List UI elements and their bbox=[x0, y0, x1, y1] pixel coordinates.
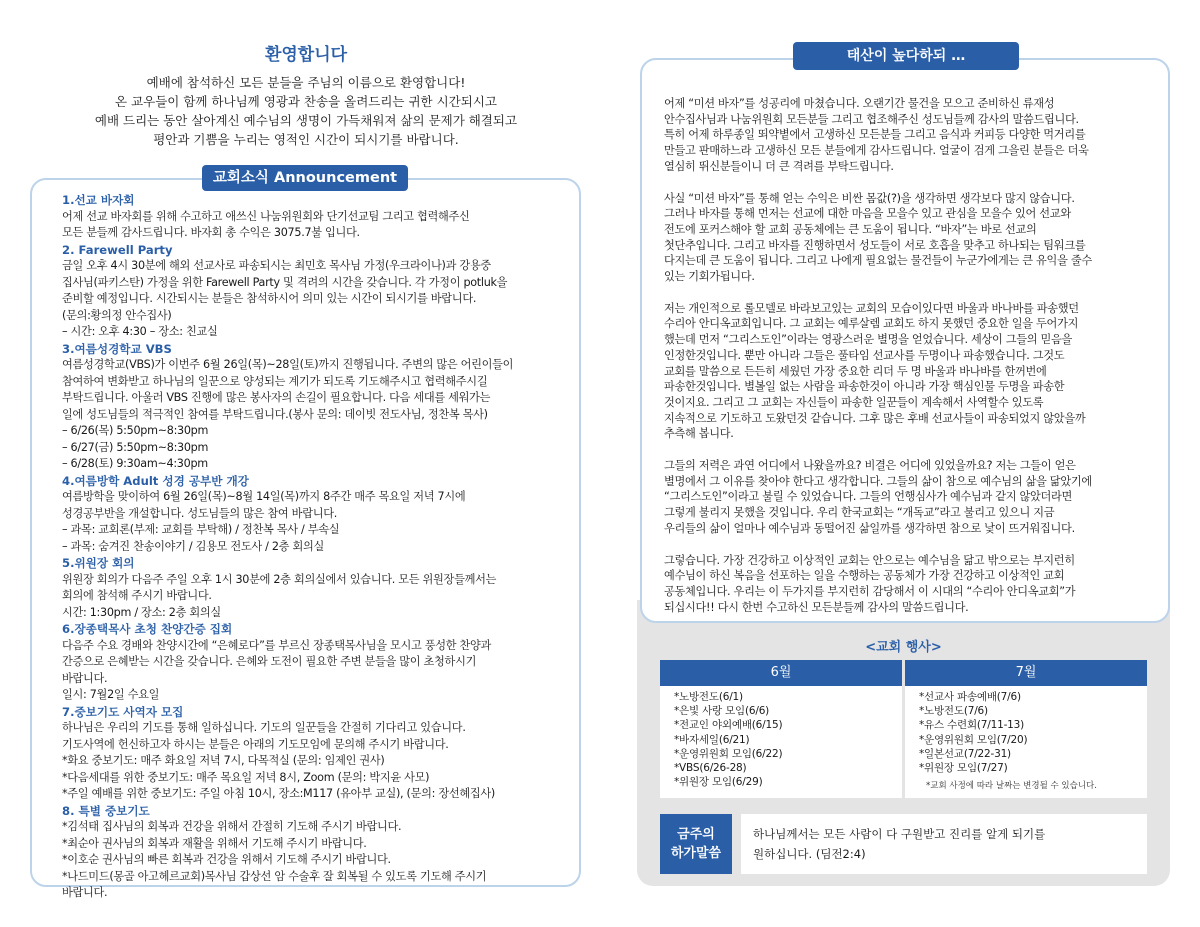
event-item: *은빛 사랑 모임(6/6) bbox=[674, 705, 770, 718]
month-header-july: 7월 bbox=[905, 660, 1147, 686]
announcement-text: *주일 예배를 위한 중보기도: 주일 아침 10시, 장소:M117 (유아부 교실), (문의: 장선혜집사) bbox=[62, 787, 495, 800]
article-line: 추측해 봅니다. bbox=[664, 427, 734, 441]
announcement-heading: 5.위원장 회의 bbox=[62, 556, 135, 570]
article-line: 지속적으로 기도하고 도왔던것 같습니다. 그후 많은 후배 선교사들이 파송되었지 않았을까 bbox=[664, 411, 1086, 425]
event-item: *바자세일(6/21) bbox=[674, 733, 750, 746]
events-note: *교회 사정에 따라 날짜는 변경될 수 있습니다. bbox=[926, 781, 1097, 791]
july-event-list bbox=[905, 686, 1147, 775]
article-paragraph bbox=[664, 553, 1148, 616]
announcement-text: 부탁드립니다. 아울러 VBS 진행에 많은 봉사자의 손길이 필요합니다. 다음 세대를 세워가는 bbox=[62, 391, 491, 404]
article-paragraph bbox=[664, 96, 1148, 175]
announcement-heading: 8. 특별 중보기도 bbox=[62, 803, 150, 818]
announcement-text: 회의에 참석해 주시기 바랍니다. bbox=[62, 589, 212, 602]
announcement-heading: 3.여름성경학교 VBS bbox=[62, 341, 172, 356]
announcement-text: – 6/26(목) 5:50pm~8:30pm bbox=[62, 424, 209, 437]
announcement-text: 여름방학을 맞이하여 6월 26일(목)~8월 14일(목)까지 8주간 매주 목요일 저녁 7시에 bbox=[62, 490, 466, 503]
article-line: “그리스도인”이라고 불릴 수 있었습니다. 그들의 언행심사가 예수님과 같지 않았더라면 bbox=[664, 490, 1073, 504]
article-line: 그들의 저력은 과연 어디에서 나왔을까요? 비결은 어디에 있었을까요? 저는 그들이 얻은 bbox=[664, 459, 1076, 473]
article-line: 다지는데 큰 도움이 됩니다. 그리고 나에게 필요없는 물건들이 누군가에게는 큰 유익을 줄수 bbox=[664, 254, 1092, 268]
announcement-text: 모든 분들께 감사드립니다. 바자회 총 수익은 3075.7불 입니다. bbox=[62, 226, 360, 239]
announcement-text: 시간: 1:30pm / 장소: 2층 회의실 bbox=[62, 605, 221, 619]
announcement-text: *다음세대를 위한 중보기도: 매주 목요일 저녁 8시, Zoom (문의: 박지윤 사모) bbox=[62, 770, 430, 784]
verse-label-line: 하가말씀 bbox=[670, 846, 722, 861]
verse-label-line: 금주의 bbox=[677, 827, 715, 842]
article-line: 그렇습니다. 가장 건강하고 이상적인 교회는 안으로는 예수님을 닮고 밖으로는 부지런히 bbox=[664, 553, 1075, 567]
month-header-june: 6월 bbox=[660, 660, 902, 686]
article-line: 그렇게 불리지 못했을 것입니다. 우리 한국교회는 “개독교”라고 불리고 있으니 지금 bbox=[664, 506, 1055, 520]
event-item: *유스 수련회(7/11-13) bbox=[919, 719, 1025, 732]
announcements-title: 교회소식 Announcement bbox=[202, 165, 408, 191]
announcement-text: (문의:황의정 안수집사) bbox=[62, 308, 172, 322]
announcement-text: – 과목: 숨겨진 찬송이야기 / 김용모 전도사 / 2층 회의실 bbox=[62, 539, 324, 553]
event-item: *VBS(6/26-28) bbox=[674, 762, 747, 775]
announcement-text: – 과목: 교회론(부제: 교회를 부탁해) / 정찬복 목사 / 부속실 bbox=[62, 523, 340, 536]
announcement-text: *최순아 권사님의 회복과 재활을 위해서 기도해 주시기 바랍니다. bbox=[62, 836, 367, 850]
welcome-line: 예배 드리는 동안 살아계신 예수님의 생명이 가득채워져 삶의 문제가 해결되고 bbox=[94, 113, 518, 128]
announcement-text: 다음주 수요 경배와 찬양시간에 “은혜로다”를 부르신 장종택목사님을 모시고 풍성한 찬양과 bbox=[62, 638, 492, 652]
article-line: 있는 기회가됩니다. bbox=[664, 270, 755, 284]
article-line: 열심히 뛰신분들이니 더 큰 격려를 부탁드립니다. bbox=[664, 159, 894, 173]
announcement-text: – 시간: 오후 4:30 – 장소: 친교실 bbox=[62, 325, 218, 338]
announcement-text: 일에 성도님들의 적극적인 참여를 부탁드립니다.(봉사 문의: 데이빗 전도사님, 정찬복 목사) bbox=[62, 407, 488, 421]
events-title: <교회 행사> bbox=[865, 640, 942, 655]
announcement-heading: 2. Farewell Party bbox=[62, 242, 173, 257]
event-item: *노방전도(7/6) bbox=[919, 705, 988, 718]
welcome-line: 평안과 기쁨을 누리는 영적인 시간이 되시기를 바랍니다. bbox=[153, 132, 459, 147]
article-line: 공동체입니다. 우리는 이 두가지를 부지런히 감당해서 이 시대의 “수리아 안디옥교회”가 bbox=[664, 584, 1076, 598]
article-line: 저는 개인적으로 롤모델로 바라보고있는 교회의 모습이있다면 바울과 바나바를 파송했던 bbox=[664, 301, 1079, 315]
article-line: 했는데 먼저 “그리스도인”이라는 영광스러운 별명을 얻었습니다. 세상이 그들의 믿음을 bbox=[664, 333, 1073, 347]
announcements-box bbox=[30, 178, 581, 899]
weekly-verse-label bbox=[660, 814, 732, 874]
announcement-text: *이호순 권사님의 빠른 회복과 건강을 위해서 기도해 주시기 바랍니다. bbox=[62, 853, 391, 866]
event-item: *운영위원회 모임(6/22) bbox=[674, 747, 783, 760]
announcement-heading: 1.선교 바자회 bbox=[62, 193, 135, 207]
article-title: 태산이 높다하되 … bbox=[793, 42, 1019, 70]
article-line: 것이지요. 그리고 그 교회는 자신들이 파송한 일꾼들이 계속해서 사역할수 있도록 bbox=[664, 395, 1044, 409]
article-line: 만들고 판매하느라 고생하신 모든 분들에게 감사드립니다. 얼굴이 검게 그을린 분들은 더욱 bbox=[664, 144, 1089, 158]
article-line: 우리들의 삶이 얼마나 예수님과 동떨어진 삶일까를 생각하면 참으로 낯이 뜨거워집니다. bbox=[664, 521, 1075, 535]
article-line: 안수집사님과 나눔위원회 모든분들 그리고 협조해주신 성도님들께 감사의 말씀드립니다. bbox=[664, 112, 1079, 126]
announcement-text: 어제 선교 바자회를 위해 수고하고 애쓰신 나눔위원회와 단기선교팀 그리고 협력해주신 bbox=[62, 209, 470, 223]
announcement-text: 참여하여 변화받고 하나님의 일꾼으로 양성되는 계기가 되도록 기도해주시고 협력해주시길 bbox=[62, 374, 488, 388]
announcement-text: *김석태 집사님의 회복과 건강을 위해서 간절히 기도해 주시기 바랍니다. bbox=[62, 820, 402, 833]
article-line: 어제 “미션 바자”를 성공리에 마쳤습니다. 오랜기간 물건을 모으고 준비하신 류재성 bbox=[664, 97, 1055, 110]
welcome-section bbox=[28, 40, 584, 149]
event-item: *일본선교(7/22-31) bbox=[919, 747, 1011, 760]
event-item: *노방전도(6/1) bbox=[674, 691, 743, 703]
announcement-text: 준비할 예정입니다. 시간되시는 분들은 참석하시어 의미 있는 시간이 되시기를 바랍니다. bbox=[62, 292, 477, 305]
announcement-heading: 4.여름방학 Adult 성경 공부반 개강 bbox=[62, 473, 249, 488]
event-item: *위원장 모임(6/29) bbox=[674, 776, 763, 789]
article-line: 수리아 안디옥교회입니다. 그 교회는 예루살렘 교회도 하지 못했던 중요한 일을 두어가지 bbox=[664, 317, 1079, 331]
announcement-text: 하나님은 우리의 기도를 통해 일하십니다. 기도의 일꾼들을 간절히 기다리고 있습니다. bbox=[62, 721, 466, 734]
events-july bbox=[905, 660, 1147, 798]
announcement-text: 집사님(파키스탄) 가정을 위한 Farewell Party 및 격려의 시간을 갖습니다. 각 가정이 potluk을 bbox=[62, 275, 508, 289]
article-box bbox=[640, 58, 1170, 623]
verse-line: 하나님께서는 모든 사람이 다 구원받고 진리를 알게 되기를 bbox=[753, 827, 1046, 841]
article-line: 교회를 말씀으로 든든히 세웠던 가장 중요한 리더 두 명 바울과 바나바를 한꺼번에 bbox=[664, 364, 1047, 378]
welcome-line: 예배에 참석하신 모든 분들을 주님의 이름으로 환영합니다! bbox=[146, 75, 466, 90]
announcement-text: 성경공부반을 개설합니다. 성도님들의 많은 참여 바랍니다. bbox=[62, 506, 337, 520]
announcement-text: – 6/28(토) 9:30am~4:30pm bbox=[62, 457, 208, 470]
announcement-heading: 6.장종택목사 초청 찬양간증 집회 bbox=[62, 622, 233, 636]
article-line: 별명에서 그 이유를 찾아야 한다고 생각합니다. 그들의 삶이 참으로 예수님의 삶을 닮았기에 bbox=[664, 474, 1092, 488]
announcement-text: 여름성경학교(VBS)가 이번주 6월 26일(목)~28일(토)까지 진행됩니다. 주변의 많은 어린이들이 bbox=[62, 358, 514, 371]
announcement-text: 위원장 회의가 다음주 주일 오후 1시 30분에 2층 회의실에서 있습니다. 모든 위원장들께서는 bbox=[62, 572, 497, 586]
announcement-text: 간증으로 은혜받는 시간을 갖습니다. 은혜와 도전이 필요한 주변 분들을 많이 초청하시기 bbox=[62, 655, 477, 668]
events-june bbox=[660, 660, 902, 798]
verse-line: 원하십니다. (딤전2:4) bbox=[753, 847, 866, 861]
announcement-text: *화요 중보기도: 매주 화요일 저녁 7시, 다목적실 (문의: 임제인 권사) bbox=[62, 754, 385, 767]
announcement-text: – 6/27(금) 5:50pm~8:30pm bbox=[62, 440, 209, 454]
announcement-text: 기도사역에 헌신하고자 하시는 분들은 아래의 기도모임에 문의해 주시기 바랍니다. bbox=[62, 737, 449, 751]
article-line: 첫단추입니다. 그리고 바자를 진행하면서 성도들이 서로 호흡을 맞추고 하나되는 팀워크를 bbox=[664, 238, 1086, 252]
article-paragraph bbox=[664, 458, 1148, 537]
weekly-verse bbox=[741, 814, 1147, 874]
event-item: *선교사 파송예배(7/6) bbox=[919, 691, 1021, 703]
article-line: 인정한것입니다. 뿐만 아니라 그들은 풀타임 선교사를 두명이나 파송했습니다. 그것도 bbox=[664, 348, 1065, 362]
welcome-title: 환영합니다 bbox=[264, 45, 348, 65]
announcement-text: 바랍니다. bbox=[62, 886, 108, 899]
article-line: 그러나 바자를 통해 먼저는 선교에 대한 마음을 모을수 있고 관심을 모을수 있어 선교와 bbox=[664, 207, 1071, 221]
june-event-list bbox=[660, 686, 902, 789]
welcome-message bbox=[28, 73, 584, 149]
article-line: 예수님이 하신 복음을 선포하는 일을 수행하는 공동체가 가장 건강하고 이상적인 교회 bbox=[664, 569, 1065, 583]
announcement-text: 바랍니다. bbox=[62, 671, 108, 685]
event-item: *전교인 야외예배(6/15) bbox=[674, 719, 783, 732]
announcement-heading: 7.중보기도 사역자 모집 bbox=[62, 704, 184, 719]
article-line: 특히 어제 하루종일 뙤약볕에서 고생하신 모든분들 그리고 음식과 커피등 다양한 먹거리를 bbox=[664, 128, 1086, 142]
article-paragraph bbox=[664, 191, 1148, 285]
article-paragraph bbox=[664, 301, 1148, 442]
article-line: 파송한것입니다. 별볼일 없는 사람을 파송한것이 아니라 가장 핵심인물 두명을 파송한 bbox=[664, 380, 1065, 394]
announcement-text: 일시: 7월2일 수요일 bbox=[62, 688, 160, 701]
article-line: 전도에 포커스해야 할 교회 공동체에는 큰 도움이 됩니다. “바자”는 바로 선교의 bbox=[664, 222, 1037, 236]
article-line: 되십시다!! 다시 한번 수고하신 모든분들께 감사의 말씀드립니다. bbox=[664, 600, 969, 614]
welcome-line: 온 교우들이 함께 하나님께 영광과 찬송을 올려드리는 귀한 시간되시고 bbox=[115, 94, 497, 109]
event-item: *위원장 모임(7/27) bbox=[919, 762, 1008, 775]
article-line: 사실 “미션 바자”를 통해 얻는 수익은 비싼 몸값(?)을 생각하면 생각보다 많지 않습니다. bbox=[664, 191, 1075, 205]
announcement-text: *나드미드(몽골 아고헤르교회)목사님 갑상선 암 수술후 잘 회복될 수 있도록 기도해 주시기 bbox=[62, 869, 487, 883]
event-item: *운영위원회 모임(7/20) bbox=[919, 733, 1028, 746]
announcement-text: 금일 오후 4시 30분에 해외 선교사로 파송되시는 최민호 목사님 가정(우크라이나)과 강용중 bbox=[62, 259, 491, 272]
